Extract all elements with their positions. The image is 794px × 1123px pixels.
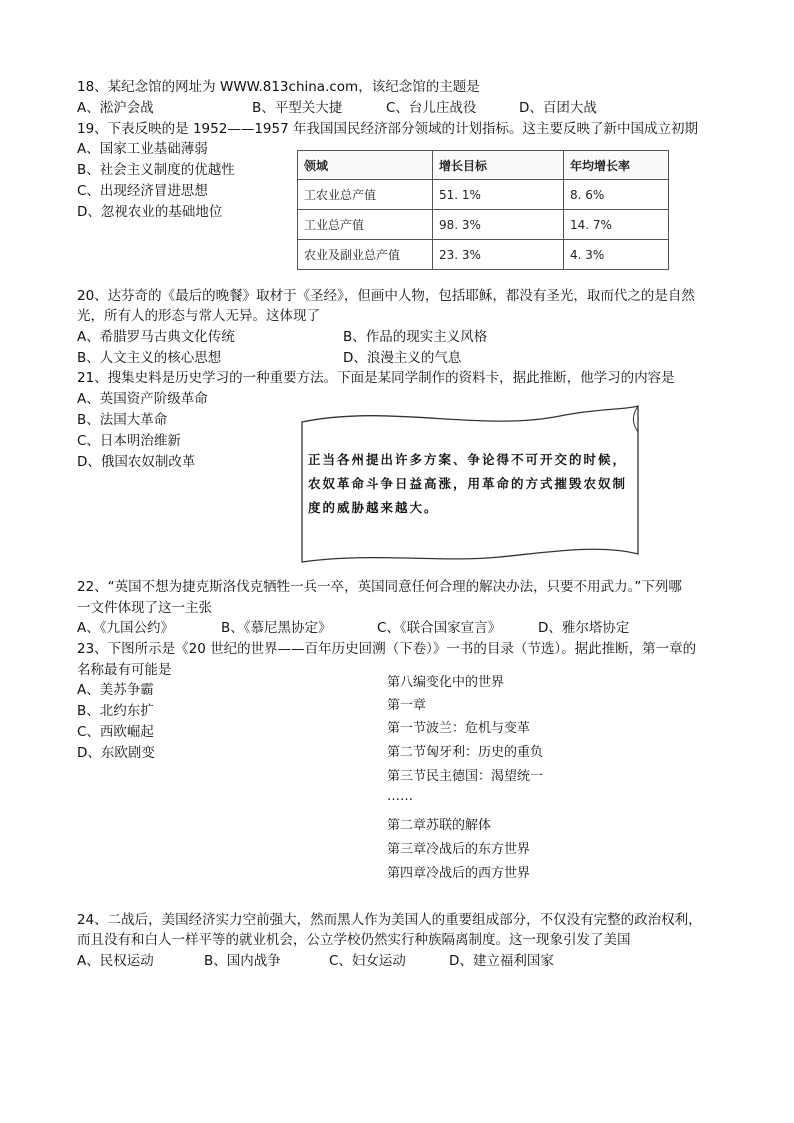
table-header-row <box>298 151 669 180</box>
q19-option-d: D、忽视农业的基础地位 <box>77 204 223 220</box>
q21-data-card <box>300 402 642 567</box>
q18-option-d: D、百团大战 <box>519 100 597 116</box>
table-row <box>298 240 669 270</box>
q22-option-a: A、《九国公约》 <box>77 620 174 636</box>
q21-option-d: D、俄国农奴制改革 <box>77 454 196 470</box>
q24-option-b: B、国内战争 <box>204 953 281 969</box>
q18-option-b: B、平型关大捷 <box>252 100 343 116</box>
q21-option-a: A、英国资产阶级革命 <box>77 391 208 407</box>
table-cell: 农业及副业总产值 <box>298 240 433 270</box>
toc-line: 第一节波兰：危机与变革 <box>387 721 531 736</box>
q24-stem-line1: 24、二战后，美国经济实力空前强大，然而黑人作为美国人的重要组成部分，不仅没有完整的政治权利， <box>77 912 702 928</box>
q18-option-c: C、台儿庄战役 <box>386 100 477 116</box>
q20-stem-line1: 20、达芬奇的《最后的晚餐》取材于《圣经》，但画中人物，包括耶稣，都没有圣光，取而代之的是自然 <box>77 288 695 304</box>
q21-option-b: B、法国大革命 <box>77 412 168 428</box>
table-header-cell: 领域 <box>298 151 433 180</box>
q20-option-a: A、希腊罗马古典文化传统 <box>77 329 235 345</box>
q20-option-c: B、人文主义的核心思想 <box>77 350 222 366</box>
q22-option-c: C、《联合国家宣言》 <box>377 620 502 636</box>
table-cell: 工业总产值 <box>298 210 433 240</box>
q19-option-c: C、出现经济冒进思想 <box>77 183 208 199</box>
table-row <box>298 210 669 240</box>
q23-option-d: D、东欧剧变 <box>77 745 155 761</box>
toc-line: 第一章 <box>387 698 427 713</box>
q19-option-a: A、国家工业基础薄弱 <box>77 141 208 157</box>
toc-line: 第八编变化中的世界 <box>387 675 505 690</box>
q19-option-b: B、社会主义制度的优越性 <box>77 162 235 178</box>
q19-plan-table <box>297 150 669 270</box>
q23-option-b: B、北约东扩 <box>77 703 154 719</box>
q23-stem-line1: 23、下图所示是《20 世纪的世界——百年历史回溯（下卷）》一书的目录（节选）。据此推断，第一章的 <box>77 641 697 657</box>
q20-option-b: B、作品的现实主义风格 <box>343 329 488 345</box>
q18-stem: 18、某纪念馆的网址为 WWW.813china.com，该纪念馆的主题是 <box>77 79 480 95</box>
q21-stem: 21、搜集史料是历史学习的一种重要方法。下面是某同学制作的资料卡，据此推断，他学习的内容是 <box>77 370 675 386</box>
table-header-cell: 增长目标 <box>433 151 564 180</box>
card-text: 正当各州提出许多方案、争论得不可开交的时候，农奴革命斗争日益高涨，用革命的方式摧毁农奴制度的威胁越来越大。 <box>308 452 628 515</box>
toc-line: 第三节民主德国：渴望统一 <box>387 769 544 784</box>
q19-stem: 19、下表反映的是 1952——1957 年我国国民经济部分领域的计划指标。这主要反映了新中国成立初期 <box>77 121 698 137</box>
toc-line: 第四章冷战后的西方世界 <box>387 866 531 881</box>
q22-option-d: D、雅尔塔协定 <box>538 620 630 636</box>
toc-line: 第二章苏联的解体 <box>387 818 492 833</box>
q18-option-a: A、淞沪会战 <box>77 100 154 116</box>
table-cell: 23. 3% <box>433 240 564 270</box>
toc-line: 第三章冷战后的东方世界 <box>387 842 531 857</box>
table-cell: 14. 7% <box>564 210 669 240</box>
q21-option-c: C、日本明治维新 <box>77 433 181 449</box>
q20-stem-line2: 光，所有人的形态与常人无异。这体现了 <box>77 308 320 324</box>
q22-option-b: B、《慕尼黑协定》 <box>221 620 332 636</box>
q23-option-c: C、西欧崛起 <box>77 724 154 740</box>
q22-stem-line1: 22、“英国不想为捷克斯洛伐克牺牲一兵一卒，英国同意任何合理的解决办法，只要不用武力。”下列哪 <box>77 579 682 595</box>
table-cell: 4. 3% <box>564 240 669 270</box>
table-header-cell: 年均增长率 <box>564 151 669 180</box>
toc-line: 第二节匈牙利：历史的重负 <box>387 745 544 760</box>
q24-option-d: D、建立福利国家 <box>449 953 554 969</box>
table-cell: 工农业总产值 <box>298 180 433 210</box>
q22-stem-line2: 一文件体现了这一主张 <box>77 600 212 616</box>
table-cell: 8. 6% <box>564 180 669 210</box>
table-row <box>298 180 669 210</box>
q24-stem-line2: 而且没有和白人一样平等的就业机会，公立学校仍然实行种族隔离制度。这一现象引发了美国 <box>77 932 631 948</box>
table-cell: 51. 1% <box>433 180 564 210</box>
q23-option-a: A、美苏争霸 <box>77 682 154 698</box>
table-cell: 98. 3% <box>433 210 564 240</box>
toc-line: …… <box>387 789 413 804</box>
q24-option-c: C、妇女运动 <box>329 953 406 969</box>
q23-stem-line2: 名称最有可能是 <box>77 662 172 678</box>
q20-option-d: D、浪漫主义的气息 <box>343 350 462 366</box>
q24-option-a: A、民权运动 <box>77 953 154 969</box>
